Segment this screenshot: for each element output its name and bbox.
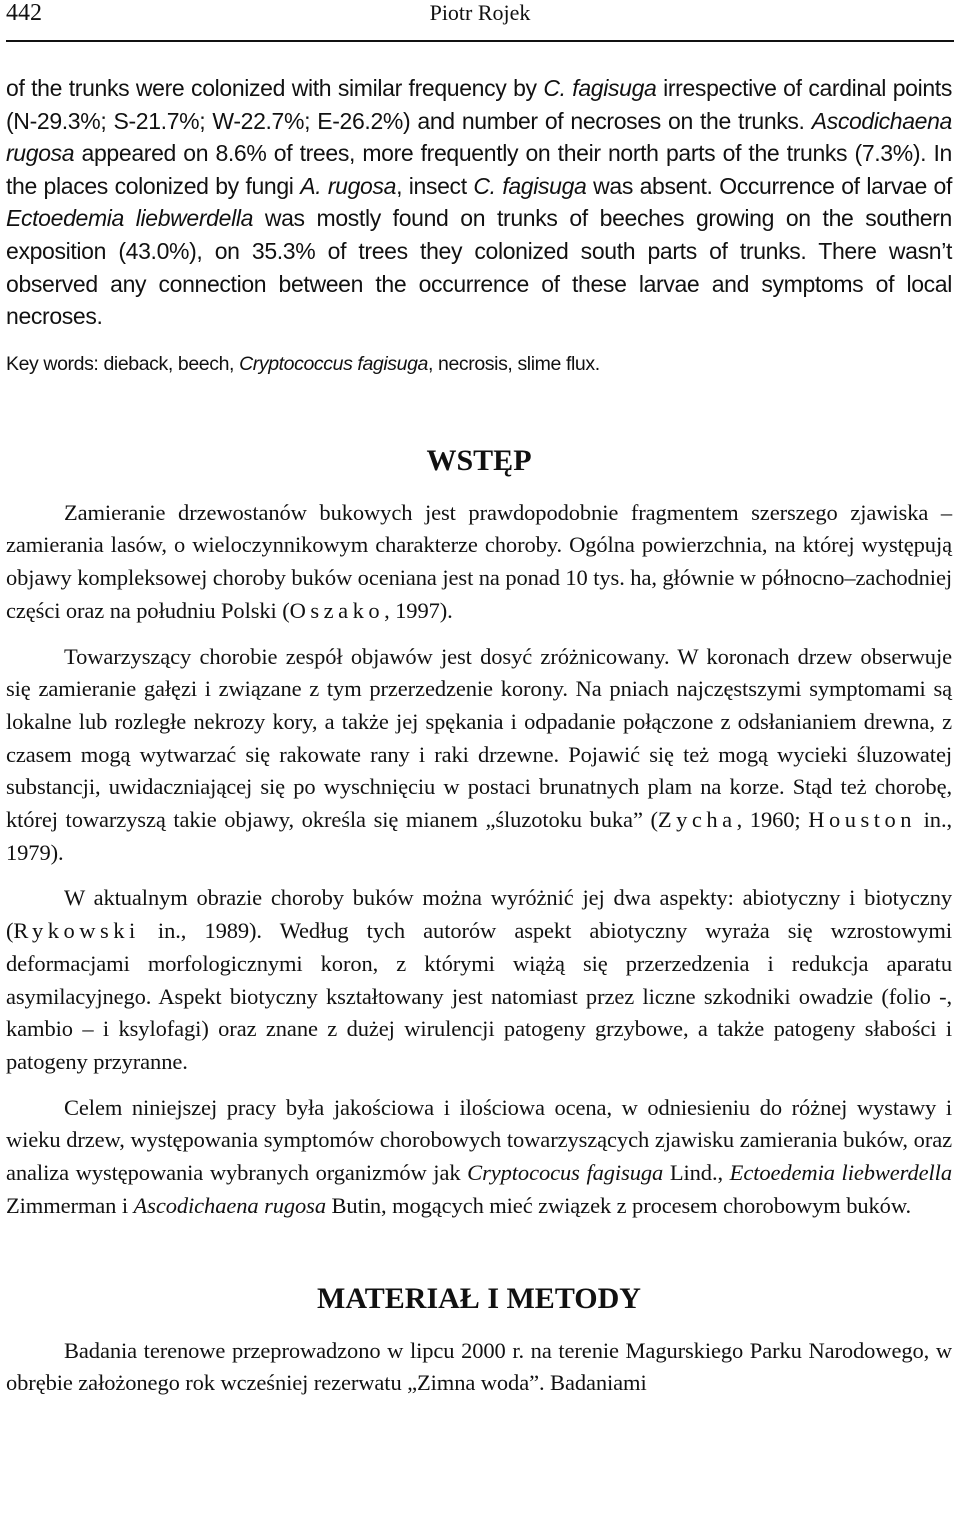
citation-author: Rykowski bbox=[13, 918, 140, 944]
section-heading-material-i-metody: MATERIAŁ I METODY bbox=[317, 1281, 641, 1315]
page-content bbox=[6, 72, 952, 1400]
keywords-line: Key words: dieback, beech, Cryptococcus fagisuga, necrosis, slime flux. bbox=[6, 352, 600, 375]
citation-author: Oszako bbox=[289, 597, 385, 623]
abstract-paragraph: of the trunks were colonized with similar frequency by C. fagisuga irrespective of cardinal points (N-29.3%; S-21.7%; W-22.7%; E-26.2%) and number of necroses on the trunks. Ascodichaena rugosa appeared on 8.6% of trees, more frequently on their north parts of the trunks (7.3%). In the places colonized by fungi A. rugosa, insect C. fagisuga was absent. Occurrence of larvae of Ectoedemia liebwerdella was mostly found on trunks of beeches growing on the southern exposition (43.0%), on 35.3% of trees they colonized south parts of trunks. There wasn’t observed any connection between the occurrence of these larvae and symptoms of local necroses. bbox=[6, 75, 953, 330]
header-rule bbox=[6, 40, 954, 42]
body-paragraph-1: Zamieranie drzewostanów bukowych jest prawdopodobnie fragmentem szerszego zjawiska – zamierania lasów, o wieloczynnikowym charakterze choroby. Ogólna powierzchnia, na której występują objawy kompleksowej choroby buków oceniana jest na ponad 10 tys. ha, głównie w północno–zachodniej części oraz na południu Polski (Oszako, 1997). bbox=[6, 499, 952, 623]
citation-author: Houston bbox=[808, 807, 916, 833]
body-paragraph-4: Celem niniejszej pracy była jakościowa i ilościowa ocena, w odniesieniu do różnej wystawy i wieku drzew, występowania symptomów chorobowych towarzyszących zjawisku zamierania buków, oraz analiza występowania wybranych organizmów jak Cryptococus fagisuga Lind., Ectoedemia liebwerdella Zimmerman i Ascodichaena rugosa Butin, mogących mieć związek z procesem chorobowym buków. bbox=[6, 1094, 952, 1218]
page-number: 442 bbox=[6, 0, 42, 26]
body-paragraph-2: Towarzyszący chorobie zespół objawów jest dosyć zróżnicowany. W koronach drzew obserwuje się zamieranie gałęzi i związane z tym przerzedzenie korony. Na pniach najczęstszymi symptomami są lokalne lub rozległe nekrozy kory, a także jej spękania i odpadanie połączone z odsłanianiem drewna, z czasem mogą wytwarzać się rakowate rany i raki drzewne. Pojawić się też mogą wycieki śluzowatej substancji, uwidaczniającej się po wyschnięciu w postaci brunatnych plam na korze. Stąd też chorobę, której towarzyszą takie objawy, określa się mianem „śluzotoku buka” (Zycha, 1960; Houston in., 1979). bbox=[6, 643, 952, 865]
running-head-author: Piotr Rojek bbox=[429, 0, 531, 25]
body-paragraph-5: Badania terenowe przeprowadzono w lipcu 2000 r. na terenie Magurskiego Parku Narodowego, w obrębie założonego rok wcześniej rezerwatu „Zimna woda”. Badaniami bbox=[6, 1337, 952, 1396]
citation-author: Zycha bbox=[657, 807, 737, 833]
section-heading-wstep: WSTĘP bbox=[426, 443, 532, 477]
body-paragraph-3: W aktualnym obrazie choroby buków można wyróżnić jej dwa aspekty: abiotyczny i biotyczny (Rykowski in., 1989). Według tych autorów aspekt abiotyczny wyraża się wzrostowymi deformacjami morfologicznymi koron, z którymi wiążą się przerzedzenia i redukcja aparatu asymilacyjnego. Aspekt biotyczny kształtowany jest natomiast przez liczne szkodniki owadzie (folio -, kambio – i ksylofagi) oraz znane z dużej wirulencji patogeny grzybowe, a także patogeny słabości i patogeny przyranne. bbox=[6, 885, 952, 1074]
